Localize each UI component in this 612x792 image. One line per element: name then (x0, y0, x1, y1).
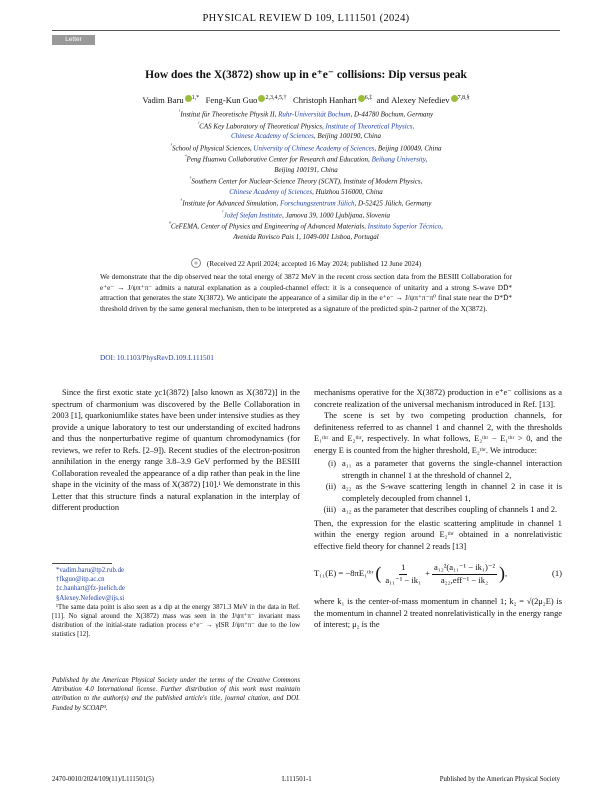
footer-page: L111501-1 (282, 776, 312, 783)
affiliation-line: Beijing 100191, China (274, 165, 338, 174)
author-name: Alexey Nefediev (391, 95, 450, 105)
footer-publisher: Published by the American Physical Society (439, 776, 560, 783)
header-rule (52, 30, 560, 31)
affiliation-link[interactable]: Forschungszentrum Jülich (280, 199, 355, 208)
orcid-icon[interactable] (358, 95, 365, 102)
affiliation-line: $^{^6}$Institute for Advanced Simulation, Forschungszentrum Jülich, D-52425 Jülich, Germany (180, 199, 432, 208)
author-name: Christoph Hanhart (292, 95, 357, 105)
footer-issn: 2470-0010/2024/109(11)/L111501(5) (52, 776, 154, 783)
list-item: (i) a₁₁ as a parameter that governs the single-channel interaction strength in channel 1 at the threshold of channel 2, (328, 459, 562, 480)
affiliation-line: $^{^1}$Institut für Theoretische Physik II, Ruhr-Universität Bochum, D-44780 Bochum, Germany (178, 110, 434, 119)
body-paragraph: The scene is set by two competing production channels, for definiteness referred to as channel 1 and channel 2, with the thresholds E₁ᵗʰʳ and E₂ᵗʰʳ, respectively. In what follows, E₂ᵗʰʳ − E₁ᵗʰʳ > 0, and the energy E is counted from the higher threshold, E₂ᵗʰʳ. We introduce: (314, 411, 562, 455)
affiliation-link[interactable]: Ruhr-Universität Bochum (278, 110, 351, 119)
orcid-icon[interactable] (185, 95, 192, 102)
affiliation-line: Chinese Academy of Sciences, Huizhou 516000, China (229, 187, 383, 196)
journal-header: PHYSICAL REVIEW D 109, L111501 (2024) (202, 13, 410, 24)
list-item: (iii) a₁₂ as the parameter that describes coupling of channels 1 and 2. (323, 505, 558, 514)
equation-number: (1) (551, 568, 562, 579)
right-column (314, 387, 562, 631)
affiliations (100, 108, 512, 242)
body-paragraph: Then, the expression for the elastic scattering amplitude in channel 1 within the energy region around E₂ᵗʰʳ obtained in a nonrelativistic effective field theory for channel 2 reads [13] (314, 518, 562, 551)
author-name: Vadim Baru (142, 95, 184, 105)
left-column (52, 387, 300, 514)
received-dates: (Received 22 April 2024; accepted 16 May 2024; published 12 June 2024) (52, 258, 560, 268)
author-name: Feng-Kun Guo (205, 95, 258, 105)
paper-title: How does the X(3872) show up in e⁺e⁻ collisions: Dip versus peak (145, 69, 467, 81)
affiliation-link[interactable]: University of Chinese Academy of Sciences (253, 143, 375, 152)
equation-1: T₁₁(E) = −8πE₁ᵗʰʳ ( $\frac{1}{\text{a₁₁⁻¹ − ik₁}}$ + $\frac{\text{a₁₂²(a₁₁⁻¹ − ik₁)⁻²}}{\text{a₂₂,eff⁻¹ − ik₂}}$ ) , (1) (314, 562, 562, 585)
email-link[interactable]: §Alexey.Nefediev@ijs.si (56, 594, 125, 602)
affiliation-line: $^{^3}$School of Physical Sciences, University of Chinese Academy of Sciences, Beijing 100049, China (170, 143, 442, 152)
affiliation-link[interactable]: Chinese Academy of Sciences (229, 187, 313, 196)
doi-link[interactable]: DOI: 10.1103/PhysRevD.109.L111501 (100, 353, 214, 362)
footnote-rule (52, 563, 112, 564)
email-link[interactable]: ‡c.hanhart@fz-juelich.de (56, 585, 125, 593)
affiliation-line: Avenida Rovisco Pais 1, 1049-001 Lisboa, Portugal (233, 232, 379, 241)
body-paragraph: mechanisms operative for the X(3872) production in e⁺e⁻ collisions as a concrete realization of the universal mechanism introduced in Ref. [13]. (314, 388, 562, 409)
email-link[interactable]: *vadim.baru@tp2.rub.de (56, 567, 124, 574)
abstract: We demonstrate that the dip observed near the total energy of 3872 MeV in the recent cross section data from the BESIII Collaboration for e⁺e⁻ → J/ψπ⁺π⁻ admits a natural explanation as a coupled-channel effect: it is a consequence of unitarity and a strong S-wave DD̄* attraction that generates the state X(3872). We anticipate the appearance of a similar dip in the e⁺e⁻ → J/ψπ⁺π⁻π⁰ final state near the D*D̄* threshold driven by the same general mechanism, then to be interpreted as a signature of the predicted spin-2 partner of the X(3872). (100, 272, 512, 313)
affiliation-line: $^{^4}$Peng Huanwu Collaborative Center for Research and Education, Beihang University, (184, 155, 428, 164)
email-link[interactable]: †fkguo@itp.ac.cn (56, 576, 105, 584)
affiliation-link[interactable]: Beihang University (371, 155, 426, 164)
affiliation-line: Chinese Academy of Sciences, Beijing 100190, China (231, 132, 381, 141)
body-paragraph: Since the first exotic state χc1(3872) [also known as X(3872)] in the spectrum of charmonium was discovered by the Belle Collaboration in 2003 [1], quarkoniumlike states have been under intensive studies as they provide a unique laboratory to test our understanding of excited hadrons and thus the nonperturbative regime of quantum chromodynamics (for reviews, we refer to Refs. [2–9]). Recent studies of the electron-positron annihilation in the energy range 3.8–3.9 GeV performed by the BESIII Collaboration revealed the appearance of a dip rather than peak in the line shape in the vicinity of the mass of X(3872) [10].¹ We demonstrate in this Letter that this structure finds a natural explanation in the interplay of different production (52, 388, 300, 512)
affiliation-line: $^{^2}$CAS Key Laboratory of Theoretical Physics, Institute of Theoretical Physics, (197, 121, 415, 130)
affiliation-line: $^{^8}$CeFEMA, Center of Physics and Engineering of Advanced Materials, Instituto Superior Técnico, (169, 222, 443, 231)
orcid-icon[interactable] (451, 95, 458, 102)
affiliation-link[interactable]: Jožef Stefan Institute (223, 210, 282, 219)
affiliation-line: $^{^7}$Jožef Stefan Institute, Jamova 39, 1000 Ljubljana, Slovenia (221, 210, 391, 219)
body-paragraph: where k₁ is the center-of-mass momentum in channel 1; k₂ = √(2μ₂E) is the momentum in channel 2 treated nonrelativistically in the energy range of interest; μ₂ is the (314, 597, 562, 629)
author-list: Vadim Baru $^{1,*}$ Feng-Kun Guo $^{2,3,4,5,\dagger}$ Christoph Hanhart $^{6,\ddagger}$ and Alexey Nefediev $^{7,8,\S}$ (142, 95, 470, 105)
page-footer (52, 776, 560, 783)
affiliation-line: $^{^5}$Southern Center for Nuclear-Science Theory (SCNT), Institute of Modern Physics, (189, 177, 423, 186)
footnote-text: ¹The same data point is also seen as a dip at the energy 3871.3 MeV in the data in Ref. [11]. No signal around the X(3872) mass was seen in the J/ψπ⁺π⁻ invariant mass distribution of the initial-state radiation process e⁺e⁻ → γISR J/ψπ⁺π⁻ due to the low statistics [12]. (52, 603, 300, 639)
affiliation-link[interactable]: Instituto Superior Técnico (367, 222, 442, 231)
affiliation-link[interactable]: Chinese Academy of Sciences (231, 132, 314, 141)
affiliation-link[interactable]: Institute of Theoretical Physics, (325, 121, 415, 130)
parameter-list (314, 458, 562, 516)
letter-badge: Letter (52, 35, 95, 45)
list-item: (ii) a₂₂ as the S-wave scattering length in channel 2 in case it is completely decoupled from channel 1, (325, 482, 562, 503)
check-for-updates-icon[interactable] (191, 258, 201, 268)
footnotes (52, 566, 300, 640)
license-notice: Published by the American Physical Society under the terms of the Creative Commons Attribution 4.0 International license. Further distribution of this work must maintain attribution to the author(s) and the published article's title, journal citation, and DOI. Funded by SCOAP³. (52, 677, 300, 712)
